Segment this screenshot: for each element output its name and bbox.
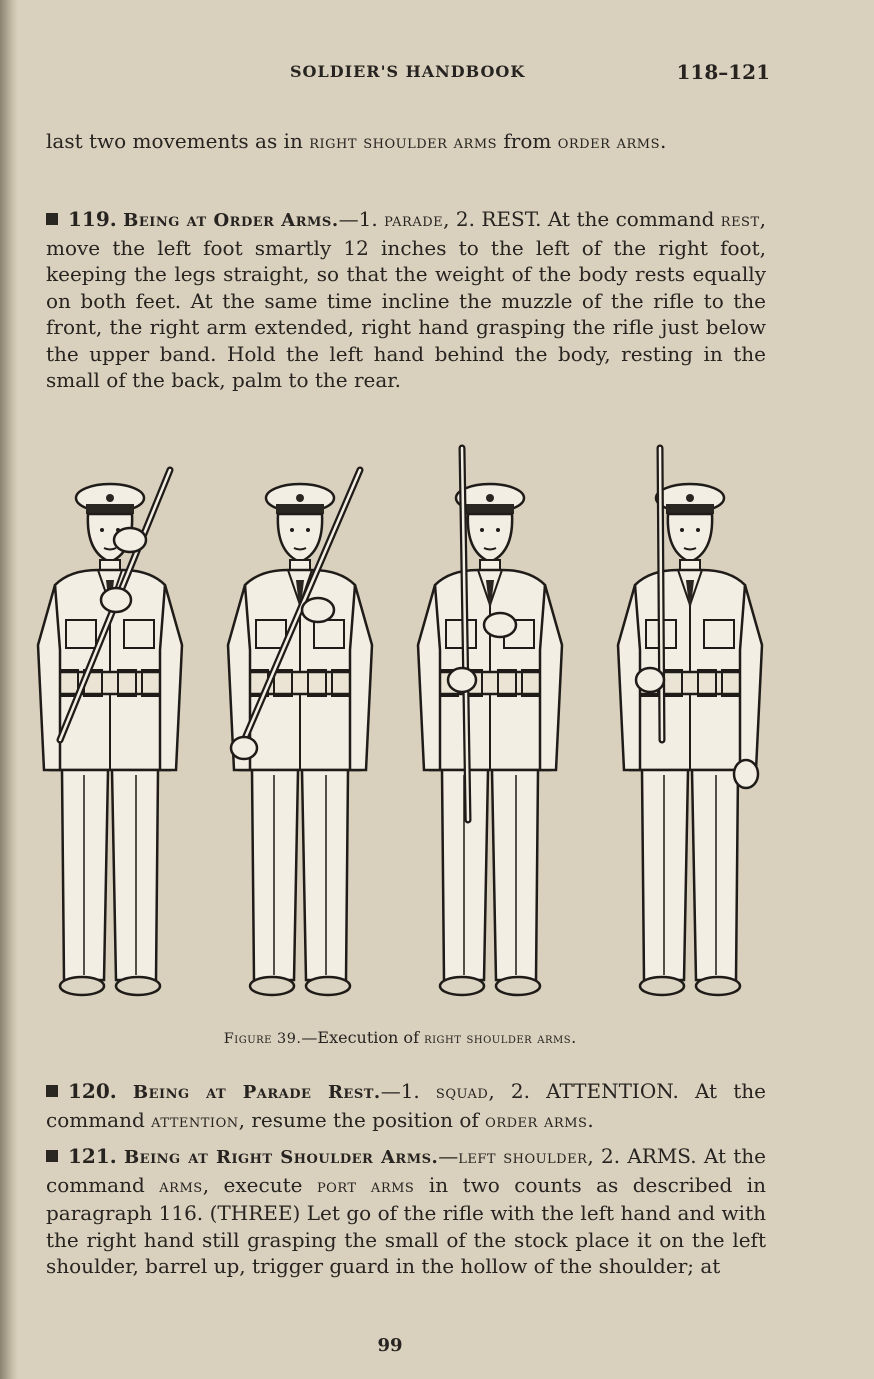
command-preparatory: parade [384, 210, 444, 231]
figure-39-illustration [30, 440, 770, 1010]
book-spine-shadow [0, 0, 18, 1379]
command-execution: REST. [481, 207, 542, 231]
paragraph-heading: Being at Order Arms. [123, 210, 339, 231]
command-execution: ATTENTION. [546, 1079, 679, 1103]
paragraph-number: 121. [68, 1144, 117, 1168]
command-preparatory: left shoulder [458, 1147, 588, 1168]
running-head [30, 60, 770, 90]
running-title: SOLDIER'S HANDBOOK [290, 62, 526, 81]
figure-label: Figure 39. [223, 1031, 302, 1047]
paragraph-number: 119. [68, 207, 117, 231]
soldier-figure-3 [418, 448, 562, 995]
soldier-figure-2 [228, 470, 372, 995]
soldiers-drill-illustration [30, 440, 770, 1010]
soldier-figure-1 [38, 470, 182, 995]
section-bullet-icon [46, 1150, 58, 1162]
command-order-arms: order arms [557, 132, 660, 153]
section-bullet-icon [46, 213, 58, 225]
book-page [30, 0, 850, 1379]
paragraph-118-continuation: last two movements as in right shoulder arms from order arms. [46, 129, 667, 153]
paragraph-range: 118–121 [676, 60, 770, 84]
figure-caption: Figure 39.—Execution of right shoulder arms. [223, 1028, 577, 1047]
page-number: 99 [377, 1335, 403, 1356]
paragraph-120: 120. Being at Parade Rest.—1. squad, 2. ATTENTION. At the command attention, resume the position of order arms. [46, 1079, 766, 1132]
command-execution: ARMS. [627, 1144, 697, 1168]
command-right-shoulder-arms: right shoulder arms [309, 132, 498, 153]
paragraph-119: 119. Being at Order Arms.—1. parade, 2. REST. At the command rest, move the left foot smartly 12 inches to the left of the right foot, keeping the legs straight, so that the weight of the body rests equally on both feet. At the same time incline the muzzle of the rifle to the front, the right arm extended, right hand grasping the rifle just below the upper band. Hold the left hand behind the body, resting in the small of the back, palm to the rear. [46, 207, 766, 392]
section-bullet-icon [46, 1085, 58, 1097]
command-preparatory: squad [435, 1082, 489, 1103]
paragraph-heading: Being at Parade Rest. [132, 1082, 381, 1103]
soldier-figure-4 [618, 448, 762, 995]
paragraph-121: 121. Being at Right Shoulder Arms.—left shoulder, 2. ARMS. At the command arms, execute port arms in two counts as described in paragraph 116. (THREE) Let go of the rifle with the left hand and with the right hand still grasping the small of the stock place it on the left shoulder, barrel up, trigger guard in the hollow of the shoulder; at [46, 1144, 767, 1278]
paragraph-heading: Being at Right Shoulder Arms. [123, 1147, 439, 1168]
paragraph-number: 120. [68, 1079, 117, 1103]
command-inline: rest [720, 210, 760, 231]
